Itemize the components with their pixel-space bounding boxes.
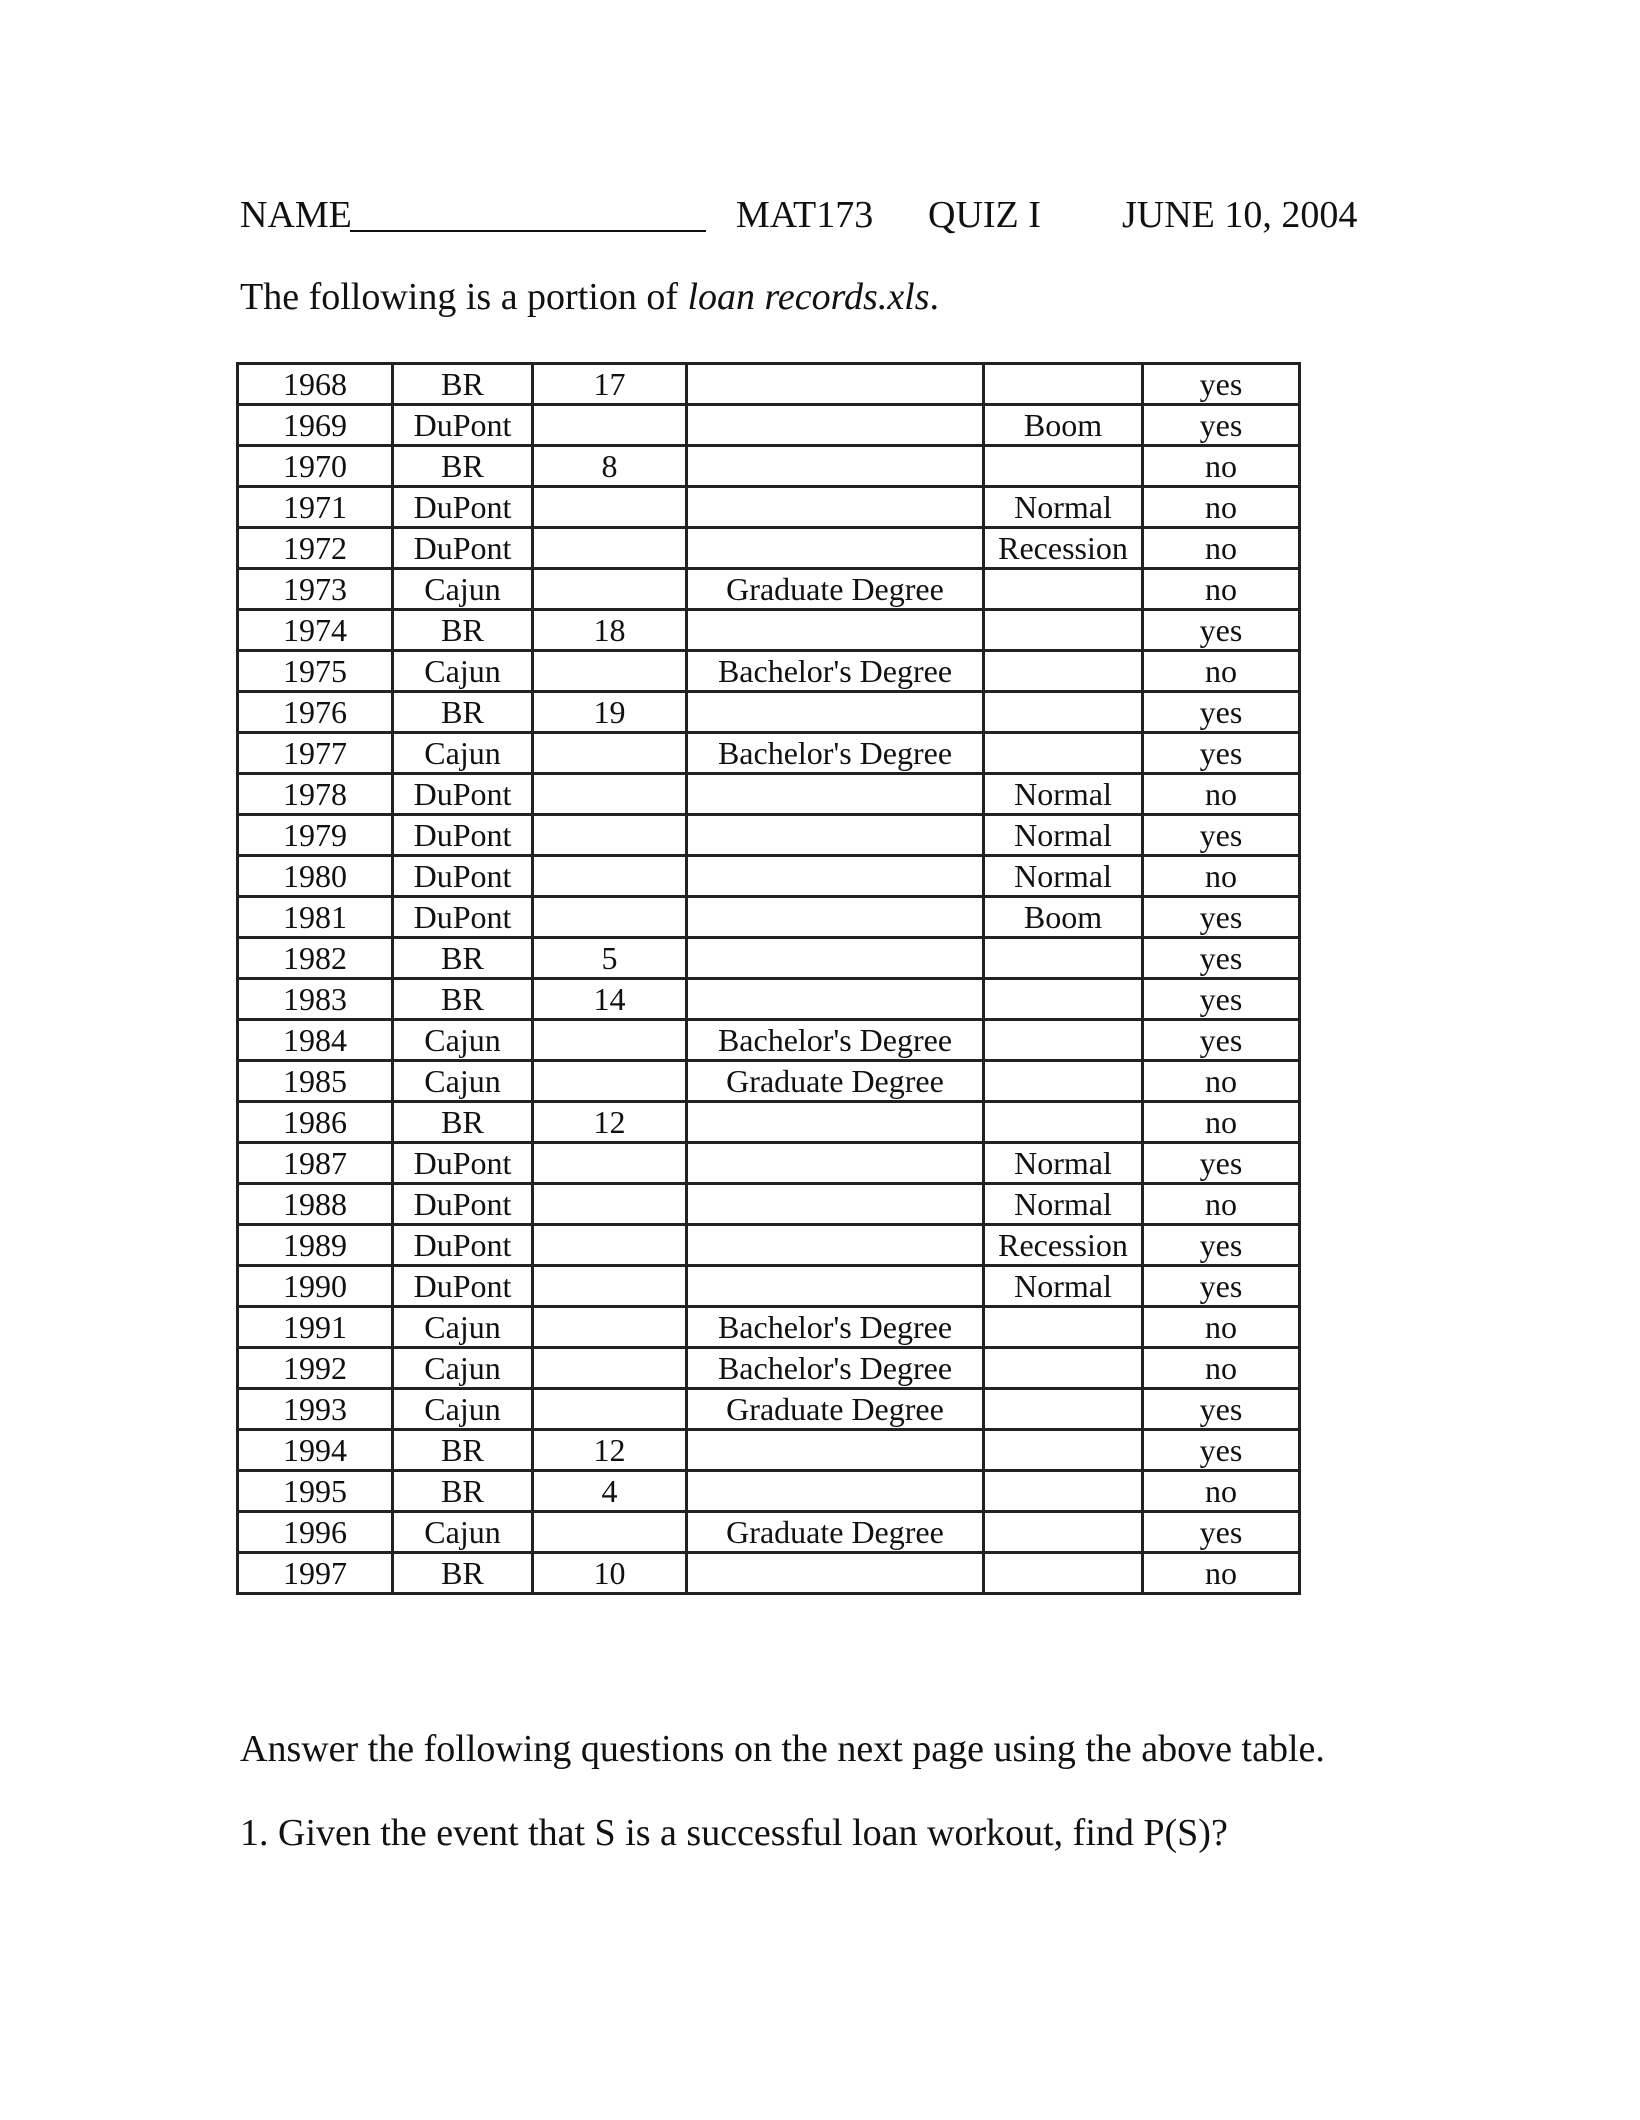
number-cell: 19: [533, 692, 687, 733]
number-cell: 4: [533, 1471, 687, 1512]
bank-cell: BR: [393, 446, 533, 487]
number-cell: [533, 1020, 687, 1061]
economy-cell: Normal: [984, 1266, 1143, 1307]
outcome-cell: yes: [1143, 938, 1300, 979]
number-cell: 12: [533, 1102, 687, 1143]
outcome-cell: no: [1143, 856, 1300, 897]
degree-cell: [687, 1102, 984, 1143]
bank-cell: Cajun: [393, 1389, 533, 1430]
year-cell: 1975: [238, 651, 393, 692]
table-row: [238, 446, 1300, 487]
year-cell: 1977: [238, 733, 393, 774]
degree-cell: [687, 1471, 984, 1512]
economy-cell: [984, 1389, 1143, 1430]
number-cell: [533, 1512, 687, 1553]
year-cell: 1988: [238, 1184, 393, 1225]
outcome-cell: yes: [1143, 815, 1300, 856]
outcome-cell: yes: [1143, 979, 1300, 1020]
number-cell: 8: [533, 446, 687, 487]
degree-cell: Graduate Degree: [687, 1061, 984, 1102]
economy-cell: Normal: [984, 856, 1143, 897]
bank-cell: DuPont: [393, 815, 533, 856]
year-cell: 1971: [238, 487, 393, 528]
number-cell: 5: [533, 938, 687, 979]
outcome-cell: no: [1143, 446, 1300, 487]
year-cell: 1997: [238, 1553, 393, 1594]
bank-cell: DuPont: [393, 1225, 533, 1266]
name-blank-line: [350, 190, 706, 232]
degree-cell: Bachelor's Degree: [687, 1348, 984, 1389]
outcome-cell: no: [1143, 528, 1300, 569]
outcome-cell: no: [1143, 487, 1300, 528]
table-row: [238, 815, 1300, 856]
year-cell: 1996: [238, 1512, 393, 1553]
number-cell: 17: [533, 364, 687, 405]
table-row: [238, 1143, 1300, 1184]
number-cell: 10: [533, 1553, 687, 1594]
bank-cell: Cajun: [393, 1061, 533, 1102]
table-row: [238, 405, 1300, 446]
table-row: [238, 1266, 1300, 1307]
bank-cell: BR: [393, 364, 533, 405]
number-cell: [533, 569, 687, 610]
economy-cell: [984, 938, 1143, 979]
outcome-cell: no: [1143, 774, 1300, 815]
bank-cell: Cajun: [393, 1307, 533, 1348]
number-cell: [533, 1307, 687, 1348]
economy-cell: [984, 1553, 1143, 1594]
table-row: [238, 979, 1300, 1020]
economy-cell: [984, 569, 1143, 610]
degree-cell: [687, 692, 984, 733]
bank-cell: DuPont: [393, 856, 533, 897]
bank-cell: Cajun: [393, 569, 533, 610]
table-row: [238, 1348, 1300, 1389]
economy-cell: [984, 692, 1143, 733]
economy-cell: Normal: [984, 774, 1143, 815]
question-1: 1. Given the event that S is a successful loan workout, find P(S)?: [240, 1812, 1228, 1854]
outcome-cell: yes: [1143, 1430, 1300, 1471]
economy-cell: [984, 1471, 1143, 1512]
table-row: [238, 487, 1300, 528]
intro-text: [240, 272, 939, 322]
economy-cell: [984, 1102, 1143, 1143]
number-cell: [533, 774, 687, 815]
loan-records-table: [236, 362, 1301, 1595]
number-cell: [533, 1143, 687, 1184]
degree-cell: [687, 610, 984, 651]
table-row: [238, 1389, 1300, 1430]
bank-cell: BR: [393, 1471, 533, 1512]
economy-cell: [984, 446, 1143, 487]
degree-cell: [687, 774, 984, 815]
degree-cell: [687, 528, 984, 569]
economy-cell: Boom: [984, 897, 1143, 938]
instructions-text: Answer the following questions on the next page using the above table.: [240, 1728, 1325, 1770]
degree-cell: [687, 1553, 984, 1594]
economy-cell: Normal: [984, 1184, 1143, 1225]
bank-cell: Cajun: [393, 651, 533, 692]
intro-text-before: The following is a portion of: [240, 276, 688, 318]
degree-cell: Graduate Degree: [687, 1389, 984, 1430]
year-cell: 1980: [238, 856, 393, 897]
outcome-cell: no: [1143, 569, 1300, 610]
number-cell: [533, 1389, 687, 1430]
year-cell: 1982: [238, 938, 393, 979]
number-cell: [533, 1348, 687, 1389]
outcome-cell: no: [1143, 1471, 1300, 1512]
bank-cell: BR: [393, 979, 533, 1020]
loan-records-body: [238, 364, 1300, 1594]
table-row: [238, 856, 1300, 897]
outcome-cell: yes: [1143, 405, 1300, 446]
bank-cell: DuPont: [393, 897, 533, 938]
bank-cell: DuPont: [393, 1143, 533, 1184]
table-row: [238, 528, 1300, 569]
bank-cell: Cajun: [393, 1512, 533, 1553]
degree-cell: Graduate Degree: [687, 1512, 984, 1553]
table-row: [238, 1225, 1300, 1266]
bank-cell: DuPont: [393, 487, 533, 528]
quiz-title: QUIZ I: [928, 194, 1041, 236]
bank-cell: DuPont: [393, 1266, 533, 1307]
degree-cell: Graduate Degree: [687, 569, 984, 610]
outcome-cell: yes: [1143, 1512, 1300, 1553]
outcome-cell: yes: [1143, 364, 1300, 405]
number-cell: [533, 1266, 687, 1307]
number-cell: [533, 651, 687, 692]
table-row: [238, 692, 1300, 733]
table-row: [238, 1020, 1300, 1061]
number-cell: [533, 1225, 687, 1266]
outcome-cell: yes: [1143, 897, 1300, 938]
economy-cell: [984, 364, 1143, 405]
outcome-cell: yes: [1143, 1143, 1300, 1184]
number-cell: [533, 815, 687, 856]
year-cell: 1970: [238, 446, 393, 487]
year-cell: 1994: [238, 1430, 393, 1471]
quiz-header: [240, 190, 1400, 240]
economy-cell: [984, 979, 1143, 1020]
outcome-cell: yes: [1143, 1020, 1300, 1061]
year-cell: 1974: [238, 610, 393, 651]
outcome-cell: no: [1143, 651, 1300, 692]
year-cell: 1969: [238, 405, 393, 446]
degree-cell: [687, 1143, 984, 1184]
name-label: NAME: [240, 194, 352, 236]
bank-cell: BR: [393, 692, 533, 733]
degree-cell: [687, 446, 984, 487]
bank-cell: DuPont: [393, 1184, 533, 1225]
economy-cell: [984, 1430, 1143, 1471]
year-cell: 1992: [238, 1348, 393, 1389]
economy-cell: [984, 1061, 1143, 1102]
degree-cell: [687, 979, 984, 1020]
bank-cell: Cajun: [393, 1348, 533, 1389]
table-row: [238, 897, 1300, 938]
degree-cell: [687, 1430, 984, 1471]
year-cell: 1993: [238, 1389, 393, 1430]
outcome-cell: yes: [1143, 1389, 1300, 1430]
year-cell: 1991: [238, 1307, 393, 1348]
year-cell: 1972: [238, 528, 393, 569]
economy-cell: [984, 733, 1143, 774]
economy-cell: Boom: [984, 405, 1143, 446]
outcome-cell: no: [1143, 1102, 1300, 1143]
table-row: [238, 364, 1300, 405]
course-code: MAT173: [736, 194, 874, 236]
year-cell: 1973: [238, 569, 393, 610]
table-row: [238, 1553, 1300, 1594]
outcome-cell: yes: [1143, 733, 1300, 774]
outcome-cell: no: [1143, 1061, 1300, 1102]
bank-cell: DuPont: [393, 528, 533, 569]
number-cell: [533, 487, 687, 528]
degree-cell: Bachelor's Degree: [687, 1020, 984, 1061]
degree-cell: [687, 364, 984, 405]
year-cell: 1983: [238, 979, 393, 1020]
bank-cell: DuPont: [393, 774, 533, 815]
degree-cell: Bachelor's Degree: [687, 733, 984, 774]
year-cell: 1987: [238, 1143, 393, 1184]
number-cell: [533, 528, 687, 569]
degree-cell: [687, 1225, 984, 1266]
economy-cell: [984, 1348, 1143, 1389]
year-cell: 1979: [238, 815, 393, 856]
year-cell: 1968: [238, 364, 393, 405]
table-row: [238, 651, 1300, 692]
degree-cell: [687, 487, 984, 528]
outcome-cell: no: [1143, 1553, 1300, 1594]
bank-cell: BR: [393, 1553, 533, 1594]
outcome-cell: yes: [1143, 1266, 1300, 1307]
number-cell: [533, 897, 687, 938]
outcome-cell: yes: [1143, 692, 1300, 733]
table-row: [238, 569, 1300, 610]
degree-cell: [687, 938, 984, 979]
degree-cell: Bachelor's Degree: [687, 1307, 984, 1348]
table-row: [238, 938, 1300, 979]
table-row: [238, 1184, 1300, 1225]
year-cell: 1986: [238, 1102, 393, 1143]
outcome-cell: no: [1143, 1184, 1300, 1225]
intro-filename: loan records.xls: [687, 276, 930, 318]
table-row: [238, 1430, 1300, 1471]
year-cell: 1984: [238, 1020, 393, 1061]
year-cell: 1989: [238, 1225, 393, 1266]
degree-cell: [687, 897, 984, 938]
economy-cell: Normal: [984, 1143, 1143, 1184]
degree-cell: [687, 856, 984, 897]
economy-cell: Recession: [984, 528, 1143, 569]
outcome-cell: no: [1143, 1348, 1300, 1389]
table-row: [238, 1307, 1300, 1348]
bank-cell: BR: [393, 1102, 533, 1143]
number-cell: [533, 856, 687, 897]
table-row: [238, 1471, 1300, 1512]
table-row: [238, 1512, 1300, 1553]
number-cell: [533, 405, 687, 446]
year-cell: 1976: [238, 692, 393, 733]
degree-cell: Bachelor's Degree: [687, 651, 984, 692]
table-row: [238, 610, 1300, 651]
table-row: [238, 1102, 1300, 1143]
year-cell: 1981: [238, 897, 393, 938]
bank-cell: BR: [393, 938, 533, 979]
degree-cell: [687, 1184, 984, 1225]
year-cell: 1978: [238, 774, 393, 815]
number-cell: 12: [533, 1430, 687, 1471]
table-row: [238, 1061, 1300, 1102]
degree-cell: [687, 815, 984, 856]
number-cell: [533, 1184, 687, 1225]
intro-text-after: .: [929, 276, 940, 318]
number-cell: [533, 733, 687, 774]
bank-cell: Cajun: [393, 733, 533, 774]
year-cell: 1985: [238, 1061, 393, 1102]
economy-cell: [984, 1020, 1143, 1061]
table-row: [238, 733, 1300, 774]
year-cell: 1995: [238, 1471, 393, 1512]
bank-cell: DuPont: [393, 405, 533, 446]
table-row: [238, 774, 1300, 815]
outcome-cell: no: [1143, 1307, 1300, 1348]
economy-cell: Normal: [984, 487, 1143, 528]
economy-cell: [984, 651, 1143, 692]
economy-cell: [984, 1307, 1143, 1348]
economy-cell: [984, 610, 1143, 651]
bank-cell: BR: [393, 1430, 533, 1471]
economy-cell: Normal: [984, 815, 1143, 856]
number-cell: [533, 1061, 687, 1102]
economy-cell: Recession: [984, 1225, 1143, 1266]
bank-cell: Cajun: [393, 1020, 533, 1061]
economy-cell: [984, 1512, 1143, 1553]
outcome-cell: yes: [1143, 610, 1300, 651]
quiz-date: JUNE 10, 2004: [1122, 194, 1358, 236]
degree-cell: [687, 405, 984, 446]
number-cell: 18: [533, 610, 687, 651]
outcome-cell: yes: [1143, 1225, 1300, 1266]
year-cell: 1990: [238, 1266, 393, 1307]
number-cell: 14: [533, 979, 687, 1020]
bank-cell: BR: [393, 610, 533, 651]
degree-cell: [687, 1266, 984, 1307]
